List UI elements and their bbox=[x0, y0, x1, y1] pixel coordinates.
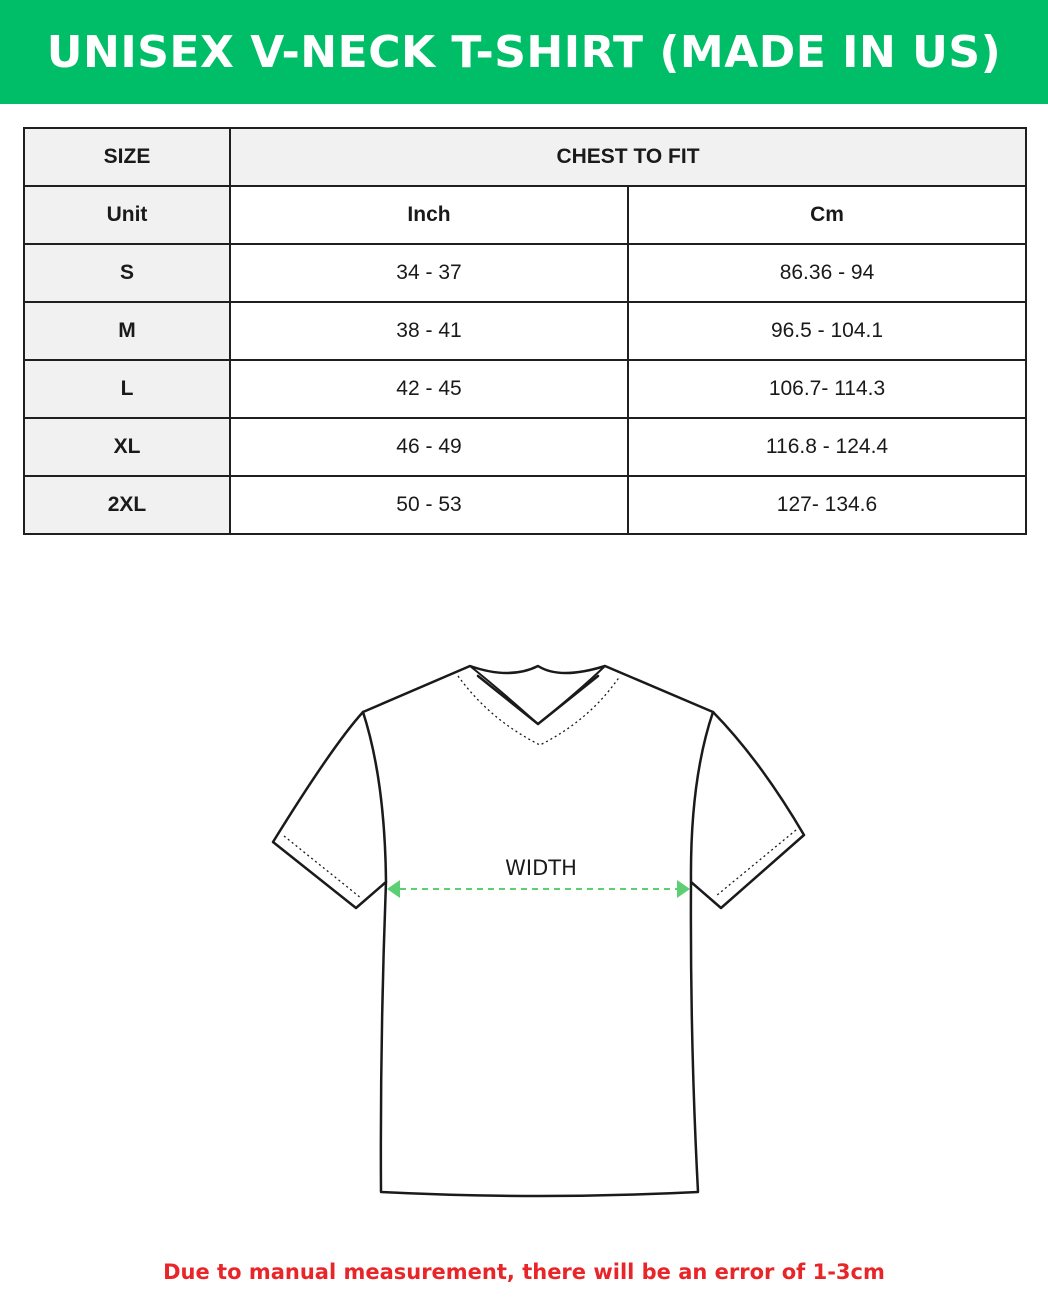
size-cell: M bbox=[24, 302, 230, 360]
unit-inch: Inch bbox=[230, 186, 628, 244]
table-row bbox=[24, 302, 1026, 360]
title-banner bbox=[0, 0, 1048, 104]
inch-cell: 38 - 41 bbox=[230, 302, 628, 360]
left-cuff-stitch bbox=[284, 836, 361, 898]
table-row bbox=[24, 476, 1026, 534]
table-unit-row bbox=[24, 186, 1026, 244]
table-header-row bbox=[24, 128, 1026, 186]
width-arrow-right bbox=[677, 880, 690, 898]
size-cell: 2XL bbox=[24, 476, 230, 534]
sleeve-seam-left bbox=[363, 712, 386, 882]
right-cuff-stitch bbox=[716, 830, 796, 896]
cm-cell: 106.7- 114.3 bbox=[628, 360, 1026, 418]
size-column-header: SIZE bbox=[24, 128, 230, 186]
cm-cell: 116.8 - 124.4 bbox=[628, 418, 1026, 476]
tshirt-outline bbox=[273, 666, 804, 1196]
inch-cell: 46 - 49 bbox=[230, 418, 628, 476]
inch-cell: 42 - 45 bbox=[230, 360, 628, 418]
collar-stitch bbox=[458, 676, 620, 745]
tshirt-diagram bbox=[260, 655, 820, 1205]
sleeve-seam-right bbox=[691, 712, 713, 882]
size-chart-table bbox=[23, 127, 1027, 535]
unit-label: Unit bbox=[24, 186, 230, 244]
cm-cell: 96.5 - 104.1 bbox=[628, 302, 1026, 360]
table-row bbox=[24, 360, 1026, 418]
cm-cell: 127- 134.6 bbox=[628, 476, 1026, 534]
chest-to-fit-header: CHEST TO FIT bbox=[230, 128, 1026, 186]
inch-cell: 50 - 53 bbox=[230, 476, 628, 534]
measurement-disclaimer: Due to manual measurement, there will be an error of 1-3cm bbox=[163, 1260, 885, 1284]
size-cell: XL bbox=[24, 418, 230, 476]
table-row bbox=[24, 244, 1026, 302]
table-row bbox=[24, 418, 1026, 476]
size-cell: S bbox=[24, 244, 230, 302]
size-cell: L bbox=[24, 360, 230, 418]
unit-cm: Cm bbox=[628, 186, 1026, 244]
width-label: WIDTH bbox=[505, 856, 577, 880]
page-title: UNISEX V-NECK T-SHIRT (MADE IN US) bbox=[46, 26, 1002, 78]
inch-cell: 34 - 37 bbox=[230, 244, 628, 302]
cm-cell: 86.36 - 94 bbox=[628, 244, 1026, 302]
width-arrow-left bbox=[387, 880, 400, 898]
